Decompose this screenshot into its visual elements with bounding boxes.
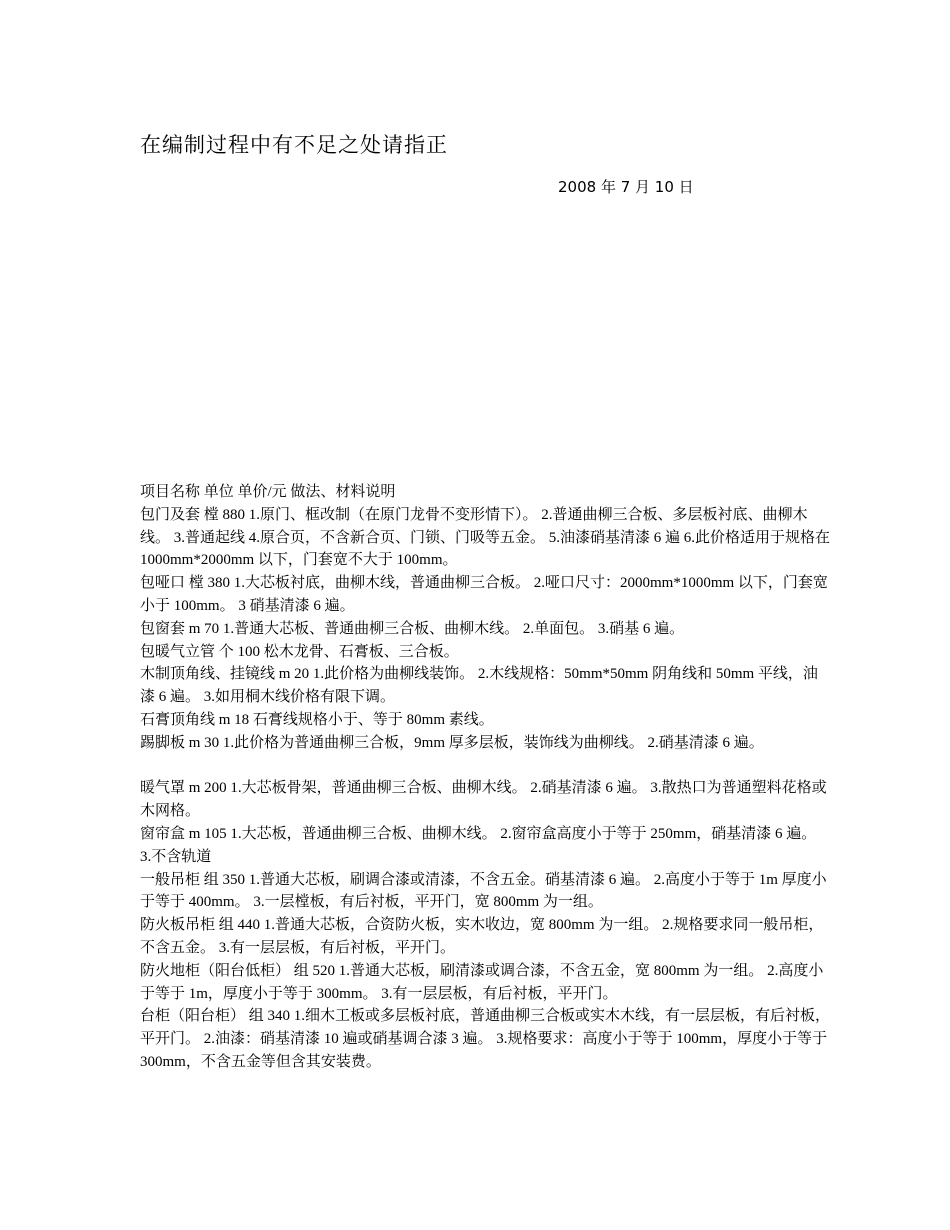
price-list: [140, 481, 830, 1074]
price-list-item-wall-cabinet: 一般吊柜 组 350 1.普通大芯板，刷调合漆或清漆，不含五金。硝基清漆 6 遍。 2.高度小于等于 1m 厚度小于等于 400mm。 3.一层樘板，有后衬板，平开门，宽 800mm 为一组。: [140, 871, 827, 911]
price-list-item-skirting: 踢脚板 m 30 1.此价格为普通曲柳三合板，9mm 厚多层板，装饰线为曲柳线。 2.硝基清漆 6 遍。: [140, 734, 764, 751]
price-list-item-curtain-box: 窗帘盒 m 105 1.大芯板，普通曲柳三合板、曲柳木线。 2.窗帘盒高度小于等于 250mm，硝基清漆 6 遍。 3.不含轨道: [140, 825, 817, 865]
price-list-item-window-casing: 包窗套 m 70 1.普通大芯板、普通曲柳三合板、曲柳木线。 2.单面包。 3.硝基 6 遍。: [140, 620, 685, 637]
document-heading: 在编制过程中有不足之处请指正: [140, 133, 448, 157]
price-list-item-heating-pipe: 包暖气立管 个 100 松木龙骨、石膏板、三合板。: [140, 643, 459, 660]
price-list-item-plaster-cornice: 石膏顶角线 m 18 石膏线规格小于、等于 80mm 素线。: [140, 711, 494, 728]
price-list-item-door: 包门及套 樘 880 1.原门、框改制（在原门龙骨不变形情下）。 2.普通曲柳三合板、多层板衬底、曲柳木线。 3.普通起线 4.原合页，不含新合页、门锁、门吸等五金。 5.油漆硝基清漆 6 遍 6.此价格适用于规格在 1000mm*2000mm 以下，门套宽不大于 100mm。: [140, 506, 831, 569]
price-list-item-radiator-cover: 暖气罩 m 200 1.大芯板骨架，普通曲柳三合板、曲柳木线。 2.硝基清漆 6 遍。 3.散热口为普通塑料花格或木网格。: [140, 780, 827, 820]
document-date: 2008 年 7 月 10 日: [558, 178, 694, 196]
price-list-item-wood-cornice: 木制顶角线、挂镜线 m 20 1.此价格为曲柳线装饰。 2.木线规格：50mm*50mm 阴角线和 50mm 平线，油漆 6 遍。 3.如用桐木线价格有限下调。: [140, 666, 818, 706]
price-list-item-fireproof-base-cabinet: 防火地柜（阳台低柜） 组 520 1.普通大芯板，刷清漆或调合漆，不含五金，宽 800mm 为一组。 2.高度小于等于 1m，厚度小于等于 300mm。 3.有一层层板，有后衬板，平开门。: [140, 962, 824, 1002]
price-list-header: 项目名称 单位 单价/元 做法、材料说明: [140, 484, 396, 500]
price-list-item-doorway: 包哑口 樘 380 1.大芯板衬底，曲柳木线，普通曲柳三合板。 2.哑口尺寸：2000mm*1000mm 以下，门套宽小于 100mm。 3 硝基清漆 6 遍。: [140, 575, 828, 614]
price-list-item-balcony-cabinet: 台柜（阳台柜） 组 340 1.细木工板或多层板衬底，普通曲柳三合板或实木木线，有一层层板，有后衬板，平开门。 2.油漆：硝基清漆 10 遍或硝基调合漆 3 遍。 3.规格要求：高度小于等于 100mm，厚度小于等于 300mm，不含五金等但含其安装费。: [140, 1008, 831, 1070]
price-list-item-fireproof-wall-cabinet: 防火板吊柜 组 440 1.普通大芯板，合资防火板，实木收边，宽 800mm 为一组。 2.规格要求同一般吊柜，不含五金。 3.有一层层板，有后衬板，平开门。: [140, 917, 824, 956]
